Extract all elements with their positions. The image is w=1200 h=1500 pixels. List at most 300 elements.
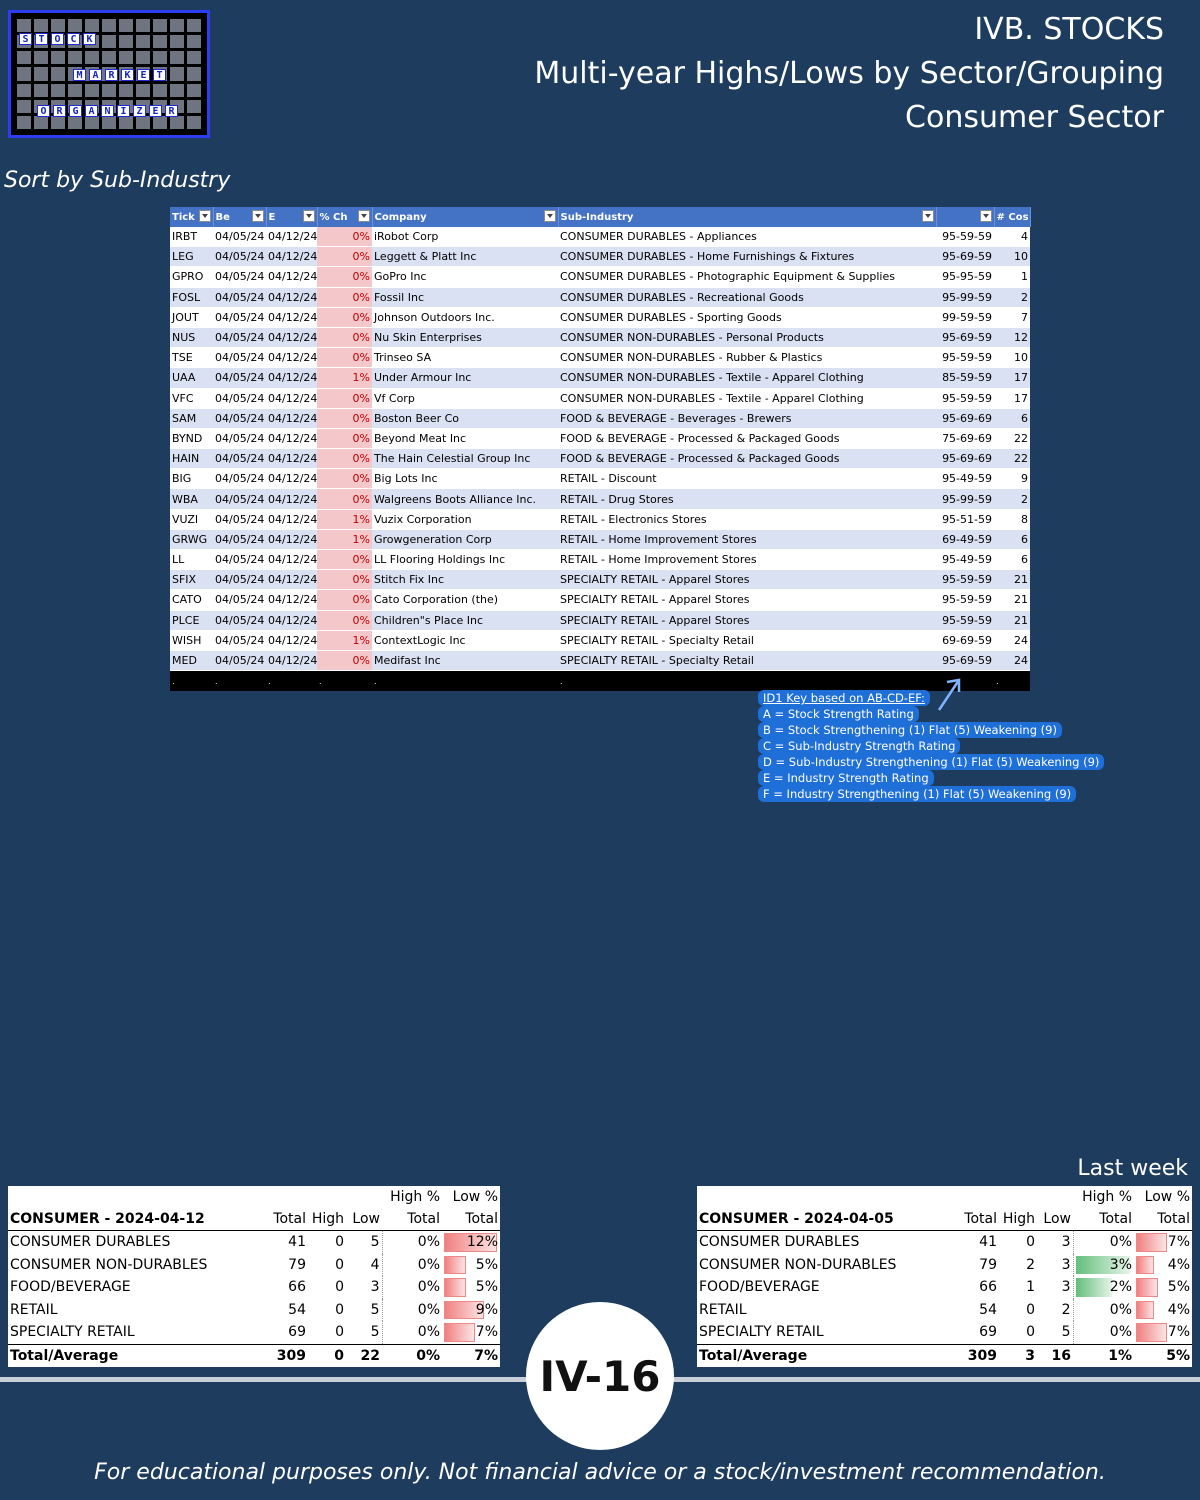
- table-row: [170, 227, 1030, 247]
- end-date-cell: 04/12/24: [266, 610, 317, 630]
- logo-grid-cell: [17, 84, 31, 97]
- pct-change-cell: 0%: [317, 610, 372, 630]
- high-cell: 0: [335, 1301, 344, 1318]
- logo-word-stock: [19, 33, 96, 45]
- logo-grid-cell: [187, 35, 201, 48]
- key-line: E = Industry Strength Rating: [758, 770, 934, 786]
- ticker-cell: SAM: [170, 408, 213, 428]
- company-cell: Children"s Place Inc: [372, 610, 558, 630]
- low-pct-value: 4%: [1167, 1256, 1190, 1273]
- sub-industry-cell: SPECIALTY RETAIL - Apparel Stores: [558, 570, 936, 590]
- table-row: [170, 287, 1030, 307]
- high-pct-cell: [1073, 1276, 1134, 1299]
- company-cell: Nu Skin Enterprises: [372, 327, 558, 347]
- sub-industry-cell: CONSUMER NON-DURABLES - Textile - Apparel Clothing: [558, 388, 936, 408]
- begin-date-cell: 04/05/24: [213, 287, 266, 307]
- begin-date-cell: 04/05/24: [213, 529, 266, 549]
- id1-cell: 95-99-59: [936, 489, 994, 509]
- key-line: C = Sub-Industry Strength Rating: [758, 738, 960, 754]
- end-date-cell: 04/12/24: [266, 428, 317, 448]
- logo-letter: T: [153, 69, 166, 81]
- high-pct-value: 0%: [1109, 1234, 1132, 1251]
- logo-grid-cell: [85, 84, 99, 97]
- high-pct-cell: [1073, 1321, 1134, 1344]
- ticker-cell: PLCE: [170, 610, 213, 630]
- low-pct-cell: [1134, 1276, 1192, 1299]
- blank-cell: [943, 1186, 999, 1208]
- sub-industry-cell: RETAIL - Electronics Stores: [558, 509, 936, 529]
- end-date-cell: 04/12/24: [266, 247, 317, 267]
- id1-cell: 95-59-59: [936, 227, 994, 247]
- total-cell: 69: [288, 1324, 306, 1341]
- num-cos-cell: 21: [994, 610, 1030, 630]
- logo-grid-cell: [170, 19, 184, 32]
- group-name: CONSUMER NON-DURABLES: [699, 1256, 897, 1273]
- sub-industry-cell: CONSUMER NON-DURABLES - Rubber & Plastics: [558, 348, 936, 368]
- pct-change-cell: 0%: [317, 449, 372, 469]
- footer-high-pct-cell: 0%: [382, 1344, 442, 1367]
- num-cos-cell: 8: [994, 509, 1030, 529]
- logo-grid-cell: [102, 116, 116, 129]
- high-pct-value: 2%: [1109, 1279, 1132, 1296]
- company-cell: Leggett & Platt Inc: [372, 247, 558, 267]
- pct-change-cell: 0%: [317, 570, 372, 590]
- high-pct-header: High %: [390, 1189, 440, 1205]
- id1-cell: 69-69-59: [936, 630, 994, 650]
- sub-industry-cell: RETAIL - Discount: [558, 469, 936, 489]
- ticker-cell: LL: [170, 550, 213, 570]
- company-cell: Trinseo SA: [372, 348, 558, 368]
- filter-dropdown-icon[interactable]: [922, 210, 934, 222]
- pct-change-cell: 0%: [317, 489, 372, 509]
- id1-cell: 95-69-59: [936, 650, 994, 670]
- logo-grid-cell: [68, 84, 82, 97]
- end-date-cell: 04/12/24: [266, 489, 317, 509]
- low-pct-header: Low %: [1144, 1189, 1190, 1205]
- column-header-label: Sub-Industry: [560, 211, 634, 223]
- filter-dropdown-icon[interactable]: [980, 210, 992, 222]
- logo-grid-cell: [187, 84, 201, 97]
- group-name: CONSUMER NON-DURABLES: [10, 1256, 208, 1273]
- summary-header-row: [697, 1208, 1192, 1231]
- begin-date-cell: 04/05/24: [213, 368, 266, 388]
- summary-total-row: [8, 1344, 500, 1367]
- low-pct-cell: [1134, 1321, 1192, 1344]
- page-badge: IV-16: [526, 1302, 674, 1450]
- col-sub-industry-header[interactable]: [558, 207, 936, 227]
- num-cos-cell: 24: [994, 630, 1030, 650]
- summary-row: [8, 1231, 500, 1254]
- filter-dropdown-icon[interactable]: [252, 210, 264, 222]
- id1-cell: 95-59-59: [936, 348, 994, 368]
- begin-date-cell: 04/05/24: [213, 590, 266, 610]
- pct-change-cell: 0%: [317, 550, 372, 570]
- num-cos-cell: 22: [994, 449, 1030, 469]
- summary-last-week-table: [697, 1186, 1192, 1367]
- num-cos-cell: 10: [994, 247, 1030, 267]
- ticker-cell: FOSL: [170, 287, 213, 307]
- table-row: [170, 650, 1030, 670]
- num-cos-cell: 12: [994, 327, 1030, 347]
- footer-high-pct-cell: 1%: [1073, 1344, 1134, 1367]
- num-cos-cell: 17: [994, 368, 1030, 388]
- high-pct-cell: [1073, 1254, 1134, 1277]
- summary-header-row: [697, 1186, 1192, 1208]
- begin-date-cell: 04/05/24: [213, 227, 266, 247]
- begin-date-cell: 04/05/24: [213, 267, 266, 287]
- header-line-2: Multi-year Highs/Lows by Sector/Grouping: [534, 56, 1164, 91]
- pct-change-cell: 1%: [317, 529, 372, 549]
- footer-total-cell: 309: [943, 1344, 999, 1367]
- end-date-cell: 04/12/24: [266, 368, 317, 388]
- high-pct-cell: [382, 1254, 442, 1277]
- total-label: Total/Average: [8, 1344, 254, 1367]
- sub-industry-cell: RETAIL - Home Improvement Stores: [558, 550, 936, 570]
- logo-grid-cell: [34, 84, 48, 97]
- summary-header-row: [8, 1208, 500, 1231]
- blank-cell: [346, 1186, 382, 1208]
- high-pct-total-header: Total: [1073, 1208, 1134, 1231]
- low-pct-bar: [1136, 1256, 1154, 1275]
- low-cell: 2: [1061, 1301, 1071, 1318]
- column-header-label: % Ch: [319, 211, 348, 223]
- logo-letter: K: [121, 69, 134, 81]
- table-row: [170, 247, 1030, 267]
- logo-word-market: [73, 69, 166, 81]
- sub-industry-cell: CONSUMER NON-DURABLES - Personal Products: [558, 327, 936, 347]
- logo-grid-cell: [187, 19, 201, 32]
- low-pct-cell: [442, 1276, 500, 1299]
- begin-date-cell: 04/05/24: [213, 650, 266, 670]
- filter-dropdown-icon[interactable]: [544, 210, 556, 222]
- col-ticker-header[interactable]: [170, 207, 213, 227]
- id1-cell: 95-95-59: [936, 267, 994, 287]
- stock-spreadsheet: [170, 207, 1030, 691]
- col-id1-header[interactable]: [936, 207, 994, 227]
- end-date-cell: 04/12/24: [266, 550, 317, 570]
- company-cell: Vuzix Corporation: [372, 509, 558, 529]
- summary-row: [697, 1321, 1192, 1344]
- disclaimer: For educational purposes only. Not financial advice or a stock/investment recommendation.: [94, 1460, 1106, 1485]
- table-row: [170, 428, 1030, 448]
- num-cos-cell: 7: [994, 307, 1030, 327]
- logo-grid-cell: [170, 51, 184, 64]
- total-cell: 41: [288, 1234, 306, 1251]
- high-cell: 0: [335, 1324, 344, 1341]
- logo-word-organizer: [37, 105, 178, 117]
- pct-change-cell: 0%: [317, 307, 372, 327]
- begin-date-cell: 04/05/24: [213, 327, 266, 347]
- logo-grid-cell: [187, 51, 201, 64]
- summary-row: [697, 1299, 1192, 1322]
- table-row: [170, 469, 1030, 489]
- blank-cell: [308, 1186, 346, 1208]
- table-row: [170, 489, 1030, 509]
- begin-date-cell: 04/05/24: [213, 348, 266, 368]
- low-pct-cell: [1134, 1254, 1192, 1277]
- id-key-legend: [758, 690, 1104, 802]
- id1-cell: 99-59-59: [936, 307, 994, 327]
- low-pct-cell: [442, 1231, 500, 1254]
- high-pct-cell: [1073, 1231, 1134, 1254]
- low-pct-value: 5%: [1167, 1279, 1190, 1296]
- begin-date-cell: 04/05/24: [213, 428, 266, 448]
- id1-cell: 95-51-59: [936, 509, 994, 529]
- logo-letter: N: [101, 105, 114, 117]
- sub-industry-cell: SPECIALTY RETAIL - Apparel Stores: [558, 590, 936, 610]
- ticker-cell: CATO: [170, 590, 213, 610]
- id1-cell: 85-59-59: [936, 368, 994, 388]
- total-cell: 69: [979, 1324, 997, 1341]
- low-cell: 3: [1061, 1234, 1071, 1251]
- company-cell: ContextLogic Inc: [372, 630, 558, 650]
- id1-cell: 95-69-69: [936, 408, 994, 428]
- num-cos-cell: 1: [994, 267, 1030, 287]
- logo-letter: O: [51, 33, 64, 45]
- low-pct-total-header: Total: [442, 1208, 500, 1231]
- sub-industry-cell: SPECIALTY RETAIL - Apparel Stores: [558, 610, 936, 630]
- high-cell: 0: [1026, 1234, 1035, 1251]
- page-header: [534, 8, 1164, 140]
- low-cell: 5: [370, 1234, 380, 1251]
- begin-date-cell: 04/05/24: [213, 408, 266, 428]
- low-pct-value: 7%: [1167, 1324, 1190, 1341]
- total-cell: 54: [979, 1301, 997, 1318]
- total-cell: 66: [288, 1279, 306, 1296]
- logo-grid-cell: [102, 35, 116, 48]
- sub-industry-cell: CONSUMER DURABLES - Sporting Goods: [558, 307, 936, 327]
- ticker-cell: JOUT: [170, 307, 213, 327]
- sub-industry-cell: CONSUMER NON-DURABLES - Textile - Apparel Clothing: [558, 368, 936, 388]
- id1-cell: 95-59-59: [936, 388, 994, 408]
- sub-industry-cell: FOOD & BEVERAGE - Processed & Packaged Goods: [558, 428, 936, 448]
- blank-cell: [254, 1186, 308, 1208]
- logo-letter: A: [89, 69, 102, 81]
- col-pct-change-header[interactable]: [317, 207, 372, 227]
- key-line: A = Stock Strength Rating: [758, 706, 919, 722]
- col-num-cos-header[interactable]: [994, 207, 1030, 227]
- low-cell: 3: [1061, 1256, 1071, 1273]
- ticker-cell: SFIX: [170, 570, 213, 590]
- logo-grid-cell: [85, 19, 99, 32]
- pct-change-cell: 0%: [317, 388, 372, 408]
- high-pct-value: 0%: [417, 1279, 440, 1296]
- id1-cell: 75-69-69: [936, 428, 994, 448]
- logo-grid-cell: [136, 116, 150, 129]
- blank-cell: [8, 1186, 254, 1208]
- low-cell: 5: [370, 1301, 380, 1318]
- total-cell: 54: [288, 1301, 306, 1318]
- company-cell: Vf Corp: [372, 388, 558, 408]
- logo-letter: O: [37, 105, 50, 117]
- column-header-label: E: [268, 211, 276, 223]
- begin-date-cell: 04/05/24: [213, 570, 266, 590]
- low-pct-cell: [1134, 1231, 1192, 1254]
- low-cell: 4: [370, 1256, 380, 1273]
- logo-grid-cell: [187, 100, 201, 113]
- column-header-label: # Cos: [996, 211, 1029, 223]
- summary-title: CONSUMER - 2024-04-12: [8, 1208, 254, 1231]
- filter-dropdown-icon[interactable]: [199, 210, 211, 222]
- ticker-cell: MED: [170, 650, 213, 670]
- begin-date-cell: 04/05/24: [213, 307, 266, 327]
- ticker-cell: WISH: [170, 630, 213, 650]
- high-pct-value: 0%: [417, 1256, 440, 1273]
- end-date-cell: 04/12/24: [266, 327, 317, 347]
- logo-letter: R: [53, 105, 66, 117]
- col-end-date-header[interactable]: [266, 207, 317, 227]
- logo-grid-cell: [68, 51, 82, 64]
- low-header: Low: [346, 1208, 382, 1231]
- high-cell: 0: [1026, 1324, 1035, 1341]
- summary-header-row: [8, 1186, 500, 1208]
- logo-grid-cell: [102, 51, 116, 64]
- total-header: Total: [943, 1208, 999, 1231]
- high-pct-bar: [1076, 1278, 1112, 1297]
- logo-grid-cell: [170, 84, 184, 97]
- ticker-cell: UAA: [170, 368, 213, 388]
- end-date-cell: 04/12/24: [266, 449, 317, 469]
- logo-grid-cell: [170, 116, 184, 129]
- high-cell: 1: [1026, 1279, 1035, 1296]
- low-pct-bar: [444, 1323, 475, 1342]
- table-row: [170, 550, 1030, 570]
- high-cell: 2: [1026, 1256, 1035, 1273]
- summary-row: [8, 1321, 500, 1344]
- logo-grid-cell: [136, 35, 150, 48]
- high-pct-cell: [382, 1299, 442, 1322]
- logo-grid-cell: [153, 19, 167, 32]
- high-header: High: [999, 1208, 1037, 1231]
- low-pct-bar: [1136, 1233, 1167, 1252]
- total-header: Total: [254, 1208, 308, 1231]
- end-date-cell: 04/12/24: [266, 267, 317, 287]
- table-row: [170, 388, 1030, 408]
- ticker-cell: LEG: [170, 247, 213, 267]
- summary-row: [8, 1276, 500, 1299]
- filter-dropdown-icon[interactable]: [358, 210, 370, 222]
- summary-row: [8, 1299, 500, 1322]
- high-cell: 0: [335, 1279, 344, 1296]
- company-cell: Boston Beer Co: [372, 408, 558, 428]
- pct-change-cell: 0%: [317, 428, 372, 448]
- ticker-cell: HAIN: [170, 449, 213, 469]
- end-date-cell: 04/12/24: [266, 348, 317, 368]
- col-company-header[interactable]: [372, 207, 558, 227]
- company-cell: Beyond Meat Inc: [372, 428, 558, 448]
- logo-grid-cell: [17, 51, 31, 64]
- logo-letter: M: [73, 69, 86, 81]
- end-date-cell: 04/12/24: [266, 307, 317, 327]
- col-begin-date-header[interactable]: [213, 207, 266, 227]
- begin-date-cell: 04/05/24: [213, 469, 266, 489]
- table-row: [170, 307, 1030, 327]
- sub-industry-cell: FOOD & BEVERAGE - Processed & Packaged Goods: [558, 449, 936, 469]
- table-row: [170, 610, 1030, 630]
- high-cell: 0: [335, 1234, 344, 1251]
- group-name: RETAIL: [10, 1301, 58, 1318]
- footer-high-cell: 0: [308, 1344, 346, 1367]
- column-header-label: Company: [374, 211, 427, 223]
- sub-industry-cell: RETAIL - Home Improvement Stores: [558, 529, 936, 549]
- summary-current-table: [8, 1186, 500, 1367]
- num-cos-cell: 4: [994, 227, 1030, 247]
- logo-letter: I: [117, 105, 130, 117]
- end-date-cell: 04/12/24: [266, 469, 317, 489]
- company-cell: GoPro Inc: [372, 267, 558, 287]
- key-title: ID1 Key based on AB-CD-EF:: [758, 690, 930, 706]
- end-date-cell: 04/12/24: [266, 388, 317, 408]
- low-pct-cell: [442, 1254, 500, 1277]
- logo-grid-cell: [85, 51, 99, 64]
- logo-grid-cell: [51, 116, 65, 129]
- logo-grid-cell: [34, 19, 48, 32]
- num-cos-cell: 2: [994, 287, 1030, 307]
- pct-change-cell: 0%: [317, 348, 372, 368]
- logo-grid-cell: [51, 84, 65, 97]
- pct-change-cell: 1%: [317, 509, 372, 529]
- ticker-cell: NUS: [170, 327, 213, 347]
- low-pct-value: 7%: [1167, 1234, 1190, 1251]
- group-name: SPECIALTY RETAIL: [10, 1324, 135, 1341]
- header-line-3: Consumer Sector: [905, 100, 1164, 135]
- pct-change-cell: 0%: [317, 247, 372, 267]
- id1-cell: 95-99-59: [936, 287, 994, 307]
- end-date-cell: 04/12/24: [266, 529, 317, 549]
- num-cos-cell: 21: [994, 590, 1030, 610]
- blank-cell: [999, 1186, 1037, 1208]
- low-pct-value: 12%: [466, 1234, 498, 1251]
- id1-cell: 95-49-59: [936, 469, 994, 489]
- high-cell: 0: [335, 1256, 344, 1273]
- footer-low-cell: 16: [1037, 1344, 1073, 1367]
- logo-grid-cell: [34, 116, 48, 129]
- id1-cell: 95-69-59: [936, 247, 994, 267]
- last-week-label: Last week: [1077, 1156, 1188, 1181]
- logo-letter: G: [69, 105, 82, 117]
- sub-industry-cell: CONSUMER DURABLES - Recreational Goods: [558, 287, 936, 307]
- sort-label: Sort by Sub-Industry: [4, 168, 231, 193]
- low-pct-bar: [444, 1278, 466, 1297]
- group-name: FOOD/BEVERAGE: [699, 1279, 820, 1296]
- filter-dropdown-icon[interactable]: [303, 210, 315, 222]
- company-cell: Big Lots Inc: [372, 469, 558, 489]
- low-pct-value: 9%: [475, 1301, 498, 1318]
- high-pct-cell: [1073, 1299, 1134, 1322]
- high-pct-value: 0%: [417, 1234, 440, 1251]
- id1-cell: 69-49-59: [936, 529, 994, 549]
- company-cell: Walgreens Boots Alliance Inc.: [372, 489, 558, 509]
- footer-high-cell: 3: [999, 1344, 1037, 1367]
- table-row: [170, 348, 1030, 368]
- summary-row: [697, 1276, 1192, 1299]
- low-pct-value: 5%: [475, 1279, 498, 1296]
- ticker-cell: IRBT: [170, 227, 213, 247]
- low-cell: 5: [1061, 1324, 1071, 1341]
- total-cell: 41: [979, 1234, 997, 1251]
- logo-grid-cell: [51, 19, 65, 32]
- pct-change-cell: 0%: [317, 267, 372, 287]
- company-cell: Medifast Inc: [372, 650, 558, 670]
- group-name: CONSUMER DURABLES: [10, 1234, 171, 1251]
- begin-date-cell: 04/05/24: [213, 610, 266, 630]
- logo-grid-cell: [68, 116, 82, 129]
- pct-change-cell: 0%: [317, 469, 372, 489]
- sub-industry-cell: CONSUMER DURABLES - Appliances: [558, 227, 936, 247]
- num-cos-cell: 2: [994, 489, 1030, 509]
- logo-grid-cell: [17, 100, 31, 113]
- begin-date-cell: 04/05/24: [213, 550, 266, 570]
